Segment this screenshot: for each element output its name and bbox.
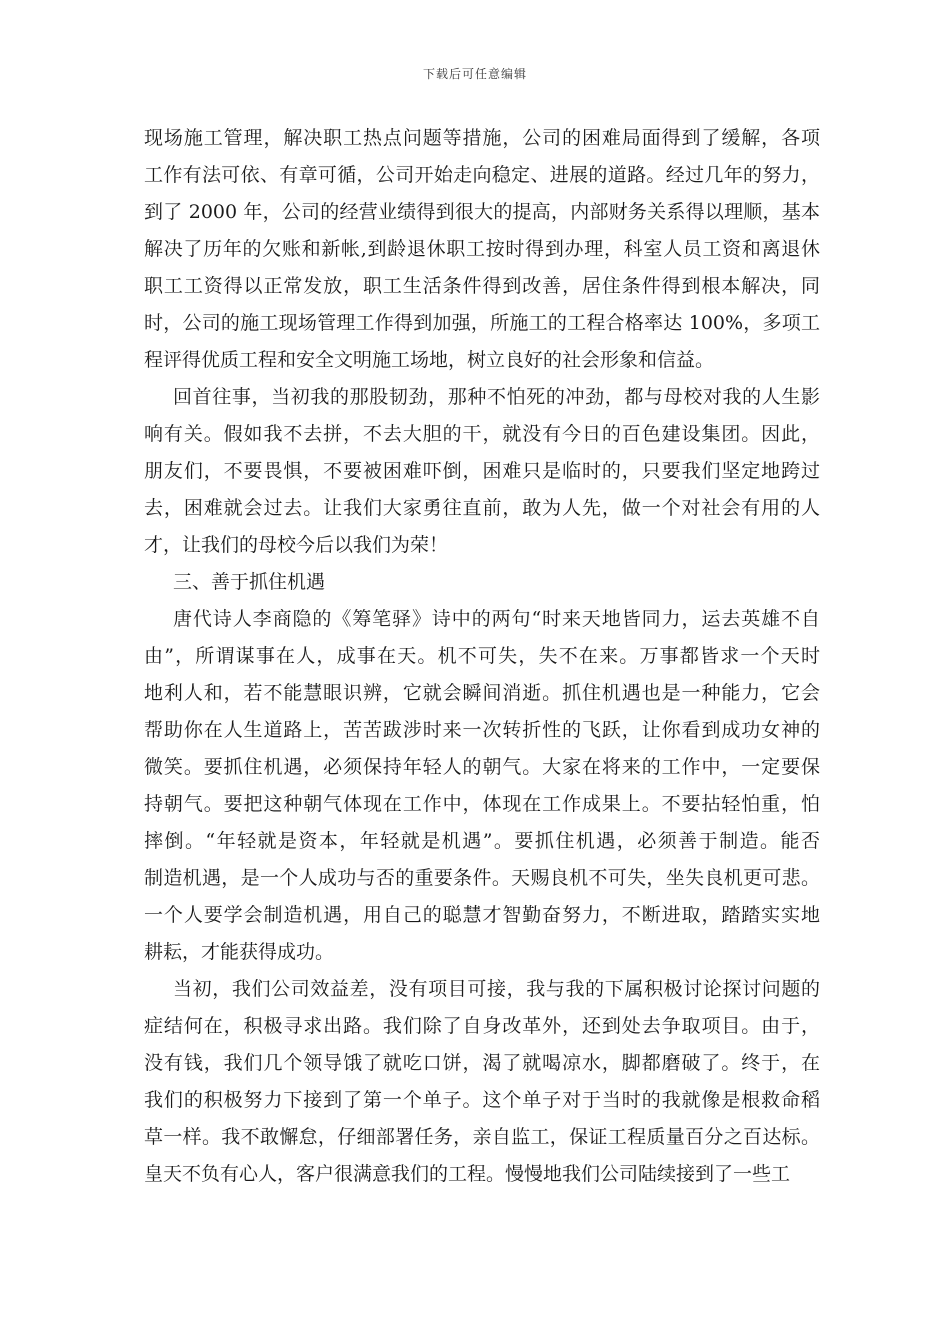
text-line: 由”，所谓谋事在人，成事在天。机不可失，失不在来。万事都皆求一个天时 (144, 645, 820, 667)
text-line: 帮助你在人生道路上，苦苦跋涉时来一次转折性的飞跃，让你看到成功女神的 (144, 719, 820, 741)
text-line: 工作有法可依、有章可循，公司开始走向稳定、进展的道路。经过几年的努力， (144, 164, 820, 186)
text-line: 症结何在，积极寻求出路。我们除了自身改革外，还到处去争取项目。由于， (144, 1015, 820, 1037)
text-line: 唐代诗人李商隐的《筹笔驿》诗中的两句“时来天地皆同力，运去英雄不自 (173, 608, 820, 630)
text-line: 一个人要学会制造机遇，用自己的聪慧才智勤奋努力，不断进取，踏踏实实地 (144, 904, 820, 926)
text-line: 皇天不负有心人，客户很满意我们的工程。慢慢地我们公司陆续接到了一些工 (144, 1163, 791, 1185)
document-body (144, 120, 820, 1193)
text-line: 微笑。要抓住机遇，必须保持年轻人的朝气。大家在将来的工作中，一定要保 (144, 756, 820, 778)
paragraph (144, 379, 820, 564)
text-line: 摔倒。“年轻就是资本，年轻就是机遇”。要抓住机遇，必须善于制造。能否 (144, 830, 820, 852)
text-line: 耕耘，才能获得成功。 (144, 941, 335, 963)
text-line: 没有钱，我们几个领导饿了就吃口饼，渴了就喝凉水，脚都磨破了。终于，在 (144, 1052, 820, 1074)
text-line: 朋友们，不要畏惧，不要被困难吓倒，困难只是临时的，只要我们坚定地跨过 (144, 460, 820, 482)
text-line: 我们的积极努力下接到了第一个单子。这个单子对于当时的我就像是根救命稻 (144, 1089, 820, 1111)
text-line: 时，公司的施工现场管理工作得到加强，所施工的工程合格率达 100%，多项工 (144, 312, 820, 334)
paragraph (144, 120, 820, 379)
text-line: 响有关。假如我不去拼，不去大胆的干，就没有今日的百色建设集团。因此， (144, 423, 820, 445)
text-line: 地利人和，若不能慧眼识辨，它就会瞬间消逝。抓住机遇也是一种能力，它会 (144, 682, 820, 704)
text-line: 当初，我们公司效益差，没有项目可接，我与我的下属积极讨论探讨问题的 (173, 978, 820, 1000)
text-line: 制造机遇，是一个人成功与否的重要条件。天赐良机不可失，坐失良机更可悲。 (144, 867, 820, 889)
text-line: 到了 2000 年，公司的经营业绩得到很大的提高，内部财务关系得以理顺，基本 (144, 201, 820, 223)
text-line: 持朝气。要把这种朝气体现在工作中，体现在工作成果上。不要拈轻怕重，怕 (144, 793, 820, 815)
text-line: 草一样。我不敢懈怠，仔细部署任务，亲自监工，保证工程质量百分之百达标。 (144, 1126, 820, 1148)
text-line: 才，让我们的母校今后以我们为荣！ (144, 534, 449, 556)
text-line: 解决了历年的欠账和新帐,到龄退休职工按时得到办理，科室人员工资和离退休 (144, 238, 820, 260)
text-line: 去，困难就会过去。让我们大家勇往直前，敢为人先，做一个对社会有用的人 (144, 497, 820, 519)
paragraph (144, 971, 820, 1193)
text-line: 回首往事，当初我的那股韧劲，那种不怕死的冲劲，都与母校对我的人生影 (173, 386, 820, 408)
text-line: 三、善于抓住机遇 (173, 571, 326, 593)
text-line: 程评得优质工程和安全文明施工场地，树立良好的社会形象和信益。 (144, 349, 715, 371)
section-heading (144, 564, 820, 601)
page-header: 下载后可任意编辑 (422, 67, 527, 81)
text-line: 职工工资得以正常发放，职工生活条件得到改善，居住条件得到根本解决，同 (144, 275, 820, 297)
paragraph (144, 601, 820, 971)
text-line: 现场施工管理，解决职工热点问题等措施，公司的困难局面得到了缓解，各项 (144, 127, 820, 149)
